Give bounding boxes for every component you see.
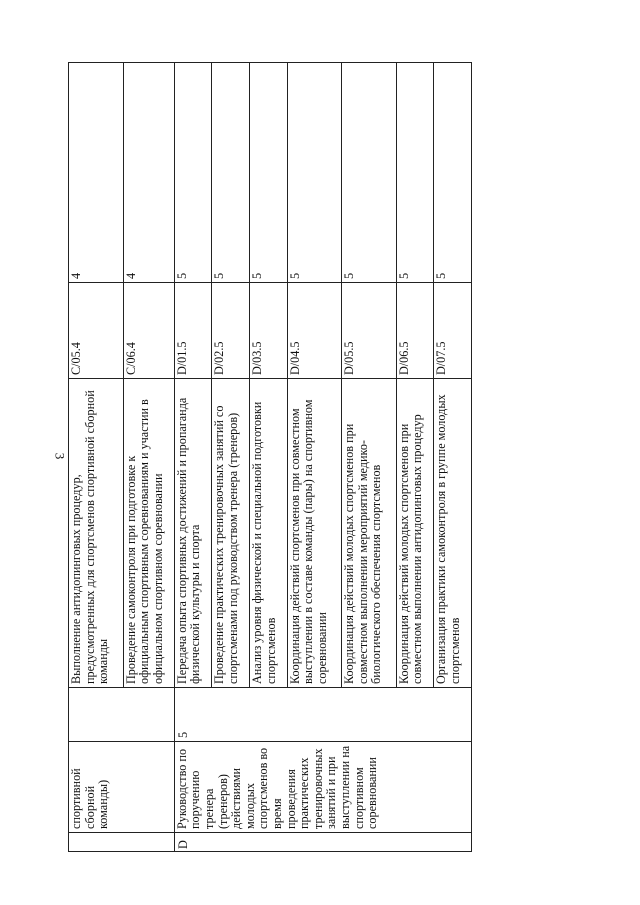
sublevel-cell: 5	[174, 63, 212, 283]
code-cell: D/02.5	[212, 283, 250, 379]
function-cell: Проведение практических тренировочных занятий со спортсменами под руководством тренера (тренеров)	[212, 379, 250, 688]
sublevel-cell: 4	[69, 63, 124, 283]
sublevel-cell: 5	[434, 63, 472, 283]
code-cell: D/04.5	[287, 283, 342, 379]
code-cell: D/07.5	[434, 283, 472, 379]
code-cell: D/01.5	[174, 283, 212, 379]
code-cell: C/06.4	[123, 283, 174, 379]
function-cell: Проведение самоконтроля при подготовке к официальным спортивным соревнованиям и участии в официальном спортивном соревновании	[123, 379, 174, 688]
function-cell: Координация действий молодых спортсменов при совместном выполнении антидопинговых процедур	[396, 379, 434, 688]
group-level	[69, 688, 175, 742]
function-cell: Организация практики самоконтроля в группе молодых спортсменов	[434, 379, 472, 688]
group-letter: D	[174, 833, 471, 852]
competency-table	[68, 62, 472, 852]
group-name: спортивной сборной команды)	[69, 742, 175, 833]
page-number: 3	[52, 452, 68, 460]
group-letter	[69, 833, 175, 852]
sublevel-cell: 4	[123, 63, 174, 283]
function-cell: Передача опыта спортивных достижений и пропаганда физической культуры и спорта	[174, 379, 212, 688]
sublevel-cell: 5	[396, 63, 434, 283]
group-level: 5	[174, 688, 471, 742]
sublevel-cell: 5	[342, 63, 397, 283]
function-cell: Анализ уровня физической и специальной подготовки спортсменов	[249, 379, 287, 688]
rotated-table-container	[68, 62, 472, 852]
code-cell: D/06.5	[396, 283, 434, 379]
function-cell: Координация действий молодых спортсменов при совместном выполнении мероприятий медико-биологического обеспечения спортсменов	[342, 379, 397, 688]
code-cell: D/05.5	[342, 283, 397, 379]
code-cell: D/03.5	[249, 283, 287, 379]
function-cell: Координация действий спортсменов при совместном выступлении в составе команды (пары) на спортивном соревновании	[287, 379, 342, 688]
function-cell: Выполнение антидопинговых процедур, предусмотренных для спортсменов спортивной сборной команды	[69, 379, 124, 688]
sublevel-cell: 5	[249, 63, 287, 283]
group-name: Руководство по поручению тренера (тренеров) действиями молодых спортсменов во время проведения практических тренировочных занятий и при выступлении на спортивном соревновании	[174, 742, 471, 833]
code-cell: C/05.4	[69, 283, 124, 379]
sublevel-cell: 5	[287, 63, 342, 283]
sublevel-cell: 5	[212, 63, 250, 283]
